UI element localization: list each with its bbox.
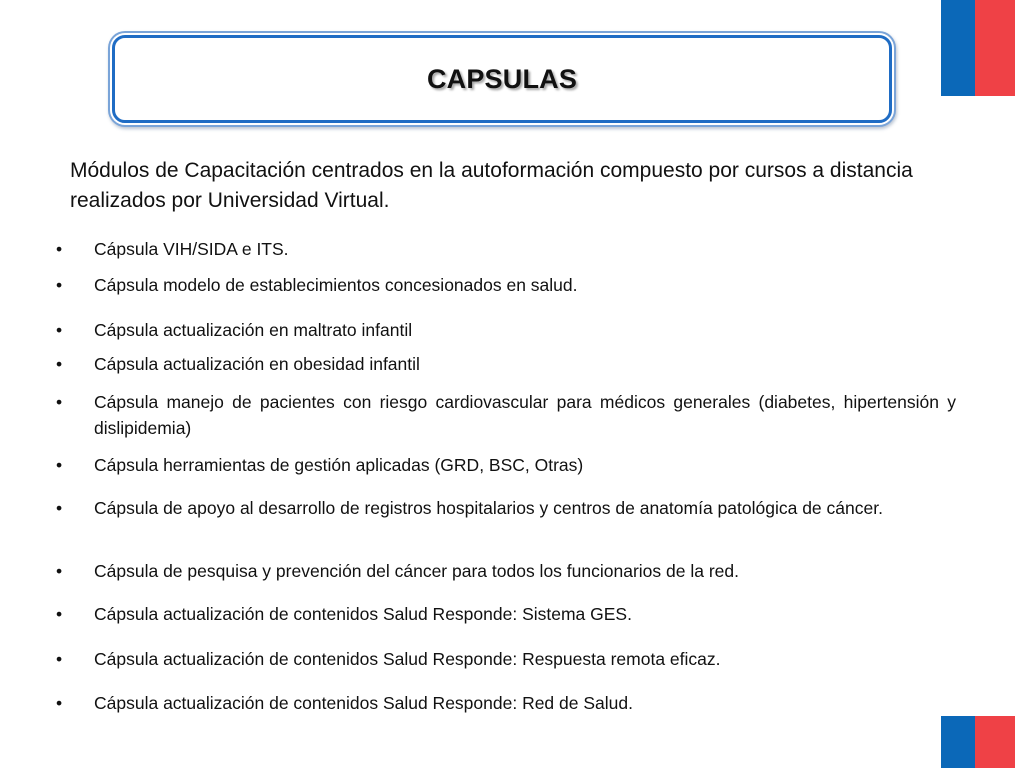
list-item-text: Cápsula manejo de pacientes con riesgo cardiovascular para médicos generales (diabetes, hipertensión y dislipidemia) — [94, 392, 956, 438]
list-item — [54, 351, 956, 377]
bullet-icon: • — [56, 693, 63, 713]
flag-decoration-bottom — [941, 716, 1015, 768]
bullet-icon: • — [56, 320, 63, 340]
list-item — [54, 317, 956, 343]
list-item-text: Cápsula actualización de contenidos Salud Responde: Red de Salud. — [94, 693, 633, 713]
bullet-icon: • — [56, 498, 63, 518]
title-box — [112, 35, 892, 123]
list-item-text: Cápsula actualización de contenidos Salud Responde: Sistema GES. — [94, 604, 632, 624]
bullet-icon: • — [56, 275, 63, 295]
slide-title: CAPSULAS — [426, 63, 578, 94]
list-item-text: Cápsula VIH/SIDA e ITS. — [94, 239, 289, 259]
bullet-icon: • — [56, 455, 63, 475]
bullet-icon: • — [56, 354, 63, 374]
list-item — [54, 389, 956, 441]
list-item-text: Cápsula de pesquisa y prevención del cáncer para todos los funcionarios de la red. — [94, 561, 739, 581]
list-item-text: Cápsula herramientas de gestión aplicadas (GRD, BSC, Otras) — [94, 455, 584, 475]
bullet-icon: • — [56, 392, 63, 412]
flag-red-band — [975, 716, 1015, 768]
flag-decoration-top — [941, 0, 1015, 96]
flag-blue-band — [941, 716, 975, 768]
bullet-icon: • — [56, 649, 63, 669]
list-item-text: Cápsula actualización de contenidos Salud Responde: Respuesta remota eficaz. — [94, 649, 721, 669]
list-item — [54, 646, 956, 672]
flag-red-band — [975, 0, 1015, 96]
list-item — [54, 272, 956, 298]
flag-blue-band — [941, 0, 975, 96]
list-item — [54, 452, 956, 478]
list-item — [54, 558, 956, 584]
bullet-icon: • — [56, 604, 63, 624]
list-item — [54, 495, 956, 521]
bullet-icon: • — [56, 561, 63, 581]
list-item — [54, 236, 956, 262]
bullet-icon: • — [56, 239, 63, 259]
list-item-text: Cápsula actualización en maltrato infantil — [94, 320, 413, 340]
list-item-text: Cápsula actualización en obesidad infantil — [94, 354, 420, 374]
list-item-text: Cápsula modelo de establecimientos concesionados en salud. — [94, 275, 578, 295]
list-item-text: Cápsula de apoyo al desarrollo de registros hospitalarios y centros de anatomía patológica de cáncer. — [94, 498, 883, 518]
list-item — [54, 690, 956, 716]
intro-paragraph: Módulos de Capacitación centrados en la autoformación compuesto por cursos a distancia realizados por Universidad Virtual. — [70, 159, 913, 212]
list-item — [54, 601, 956, 627]
